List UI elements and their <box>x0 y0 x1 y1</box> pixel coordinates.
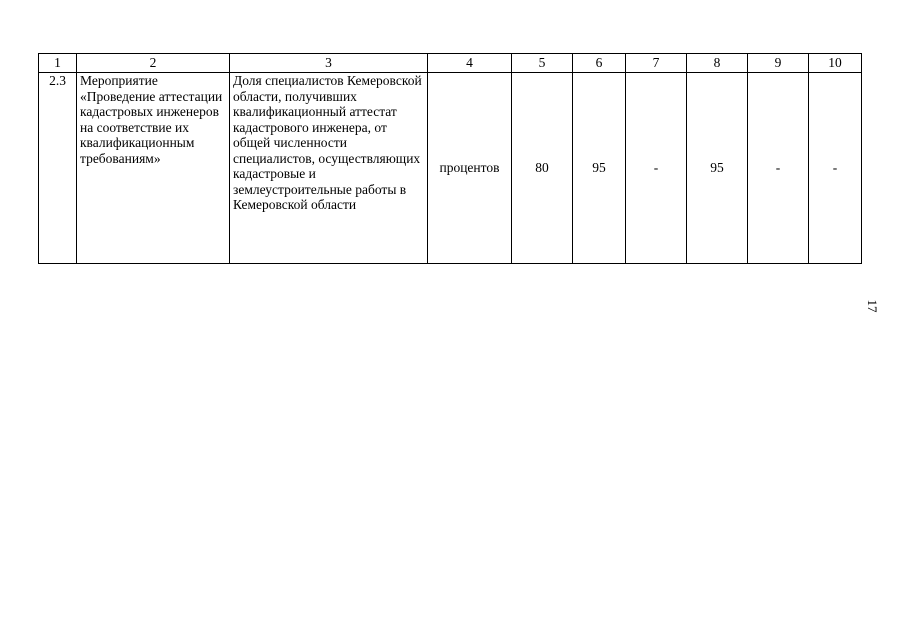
value-cell-6: 95 <box>573 73 626 264</box>
value-cell-7: - <box>626 73 687 264</box>
row-number-cell: 2.3 <box>39 73 77 264</box>
measure-cell: Мероприятие «Проведение аттестации кадастровых инженеров на соответствие их квалификационным требованиям» <box>77 73 230 264</box>
indicator-cell: Доля специалистов Кемеровской области, получивших квалификационный аттестат кадастрового инженера, от общей численности специалистов, осуществляющих кадастровые и землеустроительные работы в Кемеровской области <box>230 73 428 264</box>
column-header: 3 <box>230 54 428 73</box>
value-cell-10: - <box>809 73 862 264</box>
indicators-table <box>38 53 862 264</box>
column-header: 6 <box>573 54 626 73</box>
value-cell-8: 95 <box>687 73 748 264</box>
column-header: 7 <box>626 54 687 73</box>
column-header: 9 <box>748 54 809 73</box>
column-header: 4 <box>428 54 512 73</box>
page-number: 17 <box>865 299 880 313</box>
table-header-row <box>39 54 862 73</box>
column-header: 8 <box>687 54 748 73</box>
value-cell-5: 80 <box>512 73 573 264</box>
value-cell-9: - <box>748 73 809 264</box>
table-row <box>39 73 862 264</box>
column-header: 1 <box>39 54 77 73</box>
column-header: 5 <box>512 54 573 73</box>
column-header: 10 <box>809 54 862 73</box>
column-header: 2 <box>77 54 230 73</box>
unit-cell: процентов <box>428 73 512 264</box>
